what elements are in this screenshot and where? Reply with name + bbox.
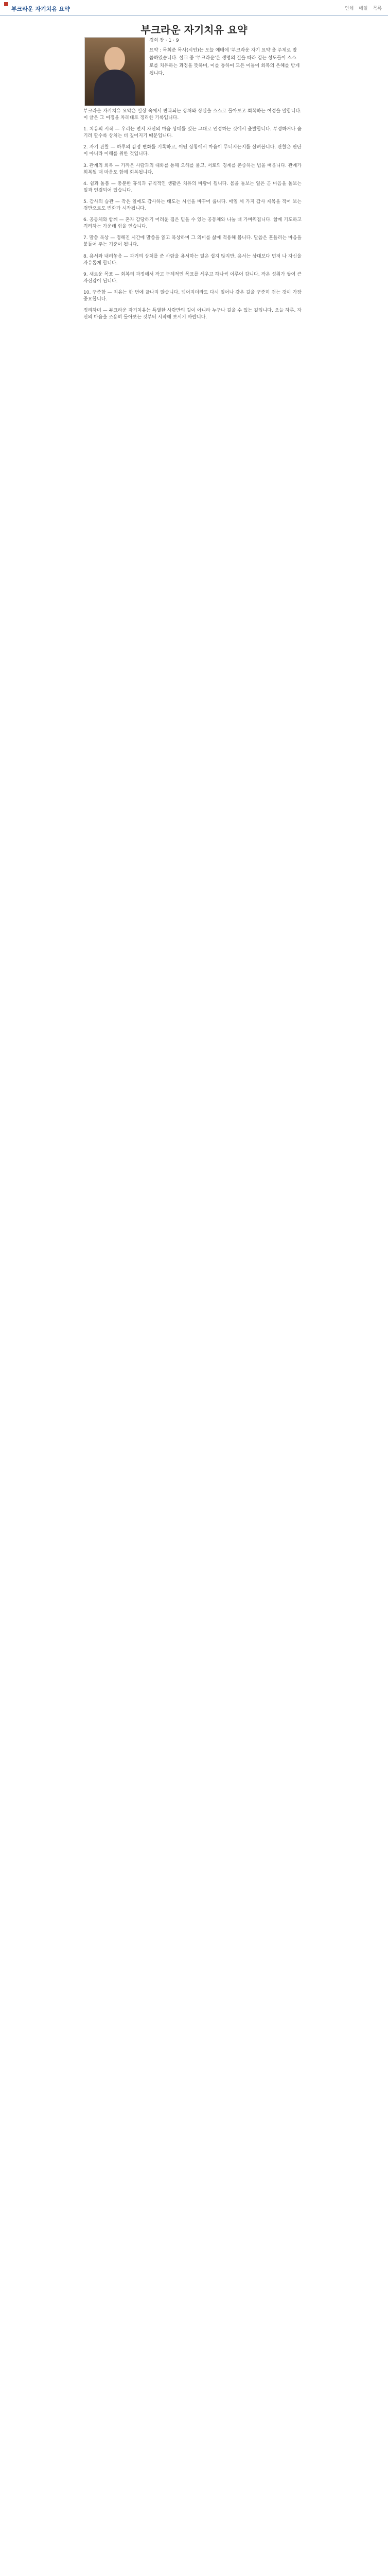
article-paragraph: 5. 감사의 습관 — 작은 일에도 감사하는 태도는 시선을 바꾸어 줍니다. 매일 세 가지 감사 제목을 적어 보는 것만으로도 변화가 시작됩니다. (83, 199, 302, 212)
article-paragraph: 3. 관계의 회복 — 가까운 사람과의 대화를 통해 오해를 풀고, 서로의 경계를 존중하는 법을 배웁니다. 관계가 회복될 때 마음도 함께 회복됩니다. (83, 163, 302, 175)
article-paragraph: 10. 꾸준함 — 치유는 한 번에 끝나지 않습니다. 넘어지더라도 다시 일어나 같은 길을 꾸준히 걷는 것이 가장 중요합니다. (83, 290, 302, 302)
article-body (83, 108, 302, 326)
print-button[interactable]: 인쇄 (344, 6, 354, 11)
logo-icon (4, 2, 8, 6)
article-paragraph: 정리하며 — 부크라운 자기치유는 특별한 사람만의 길이 아니라 누구나 걸을 수 있는 길입니다. 오늘 하루, 자신의 마음을 조용히 돌아보는 것부터 시작해 보시기 바랍니다. (83, 308, 302, 320)
article-paragraph: 6. 공동체와 함께 — 혼자 감당하기 어려운 짐은 믿을 수 있는 공동체와 나눌 때 가벼워집니다. 함께 기도하고 격려하는 가운데 힘을 얻습니다. (83, 217, 302, 230)
article-paragraph: 9. 새로운 목표 — 회복의 과정에서 작고 구체적인 목표를 세우고 하나씩 이루어 갑니다. 작은 성취가 쌓여 큰 자신감이 됩니다. (83, 272, 302, 284)
list-button[interactable]: 목록 (373, 6, 382, 11)
article-intro (149, 37, 301, 78)
photo-head-shape (104, 47, 125, 72)
article-paragraph: 8. 용서와 내려놓음 — 과거의 상처를 준 사람을 용서하는 일은 쉽지 않지만, 용서는 상대보다 먼저 나 자신을 자유롭게 합니다. (83, 253, 302, 266)
article-title: 부크라운 자기치유 요약 (140, 24, 248, 36)
top-bar (0, 0, 388, 16)
article-paragraph: 7. 말씀 묵상 — 정해진 시간에 말씀을 읽고 묵상하며 그 의미를 삶에 적용해 봅니다. 말씀은 흔들리는 마음을 붙들어 주는 기준이 됩니다. (83, 235, 302, 248)
article-paragraph: 4. 쉼과 돌봄 — 충분한 휴식과 규칙적인 생활은 치유의 바탕이 됩니다. 몸을 돌보는 일은 곧 마음을 돌보는 일과 연결되어 있습니다. (83, 181, 302, 193)
author-photo (84, 37, 145, 106)
article-paragraph: 부크라운 자기치유 요약은 일상 속에서 반복되는 상처와 상실을 스스로 돌아보고 회복하는 여정을 말합니다. 이 글은 그 여정을 차례대로 정리한 기록입니다. (83, 109, 302, 121)
article-byline: 경희 장 · 1 · 9 (149, 38, 179, 43)
article-summary: 요약 : 목회준 목사(시인)는 오늘 예배에 '부크라운 자기 요약'을 주제로 말씀하였습니다. 설교 중 '부크라운'은 생명의 길을 따라 걷는 성도들이 스스로를 치유하는 과정을 뜻하며, 이를 통하여 모든 이들이 회복의 은혜를 받게 됩니다. (149, 48, 300, 76)
email-button[interactable]: 메일 (359, 6, 368, 11)
site-title[interactable]: 부크라운 자기치유 요약 (11, 6, 70, 12)
article-paragraph: 2. 자기 관찰 — 하루의 감정 변화를 기록하고, 어떤 상황에서 마음이 무너지는지를 살펴봅니다. 관찰은 판단이 아니라 이해를 위한 것입니다. (83, 145, 302, 157)
article-paragraph: 1. 치유의 시작 — 우리는 먼저 자신의 마음 상태를 있는 그대로 인정하는 것에서 출발합니다. 부정하거나 숨기려 할수록 상처는 더 깊어지기 때문입니다. (83, 127, 302, 139)
photo-body-shape (94, 70, 135, 106)
article-tools (345, 5, 382, 11)
